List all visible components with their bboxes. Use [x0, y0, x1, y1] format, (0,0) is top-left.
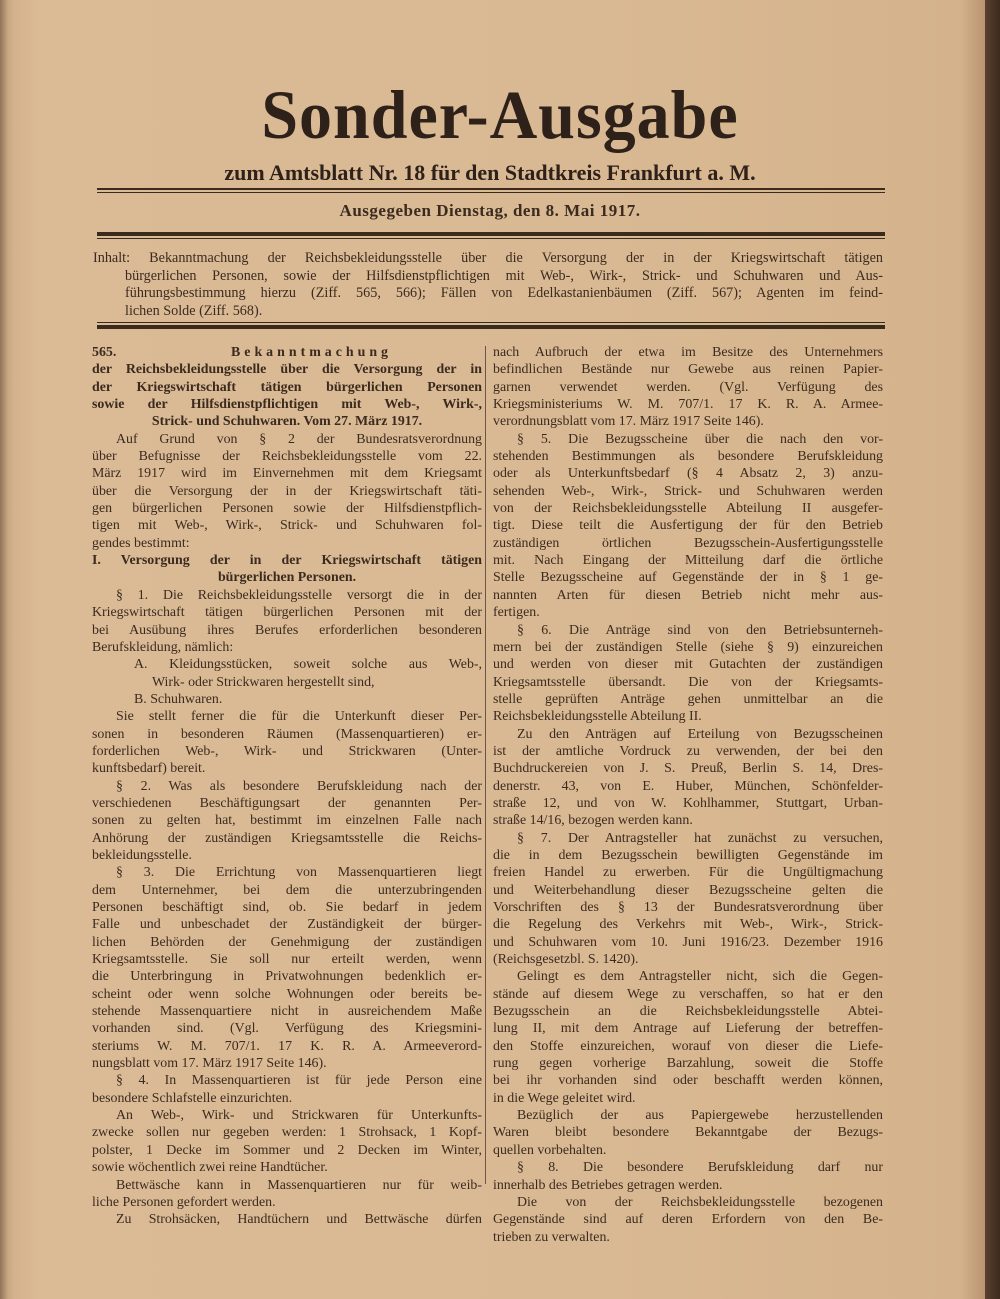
text-line: fertigen. [493, 605, 540, 621]
text-line: Bettwäsche kann in Massenquartieren nur für weib- [116, 1177, 482, 1193]
text-line: sehenden Web-, Wirk-, Strick- und Schuhwaren werden [493, 483, 883, 499]
section-heading-line: I. Versorgung der in der Kriegswirtschaft tätigen [92, 553, 482, 569]
text-line: stehenden Bestimmungen als besondere Berufskleidung [493, 449, 883, 465]
text-line: liche Personen gefordert werden. [92, 1194, 276, 1210]
article-right-column [493, 344, 883, 1246]
text-line: und werden von dieser mit Gutachten der zuständigen [493, 657, 883, 673]
text-line: § 8. Die besondere Berufskleidung darf nur [517, 1160, 883, 1176]
text-line: § 2. Was als besondere Berufskleidung nach der [116, 778, 482, 794]
text-line: A. Kleidungsstücken, soweit solche aus Web-, [134, 657, 482, 673]
text-line: stände auf diesem Wege zu verschaffen, so hat er den [493, 986, 883, 1002]
text-line: zwecke sollen nur gegeben werden: 1 Strohsack, 1 Kopf- [92, 1125, 482, 1141]
text-line: und Weiterbehandlung dieser Bezugsscheine gelten die [493, 882, 883, 898]
text-line: An Web-, Wirk- und Strickwaren für Unterkunfts- [116, 1108, 482, 1124]
text-line: die in dem Bezugsschein bewilligten Gegenstände im [493, 847, 883, 863]
text-line: innerhalb des Betriebes getragen werden. [493, 1177, 723, 1193]
text-line: nungsblatt vom 17. März 1917 Seite 146). [92, 1056, 327, 1072]
divider-rule [97, 232, 885, 236]
text-line: lichen Behörden der Genehmigung der zuständigen [92, 934, 482, 950]
text-line: Die von der Reichsbekleidungsstelle bezogenen [517, 1194, 883, 1210]
text-line: straße 14/16, bezogen werden kann. [493, 813, 693, 829]
text-line: § 5. Die Bezugsscheine über die nach den vor- [517, 431, 883, 447]
text-line: Buchdruckereien von J. S. Preuß, Berlin S. 14, Dres- [493, 761, 883, 777]
text-line: Zu Strohsäcken, Handtüchern und Bettwäsche dürfen [116, 1212, 482, 1228]
text-line: § 4. In Massenquartieren ist für jede Person eine [116, 1073, 482, 1089]
text-line: stelle geprüften Anträge gehen unmittelbar an die [493, 691, 883, 707]
text-line: oder als Unterkunftsbedarf (§ 4 Absatz 2, 3) anzu- [493, 466, 883, 482]
text-line: zuständigen örtlichen Bezugsschein-Ausfertigungsstelle [493, 535, 883, 551]
text-line: Berufskleidung, nämlich: [92, 639, 234, 655]
book-binding-edge [985, 0, 1000, 1299]
text-line: quellen vorbehalten. [493, 1142, 607, 1158]
text-line: bekleidungsstelle. [92, 847, 192, 863]
article-heading-row [92, 344, 482, 361]
text-line: Wirk- oder Strickwaren hergestellt sind, [152, 674, 375, 690]
text-line: Bezugsschein an die Reichsbekleidungsstelle Abtei- [493, 1004, 883, 1020]
contents-line: lichen Solde (Ziff. 568). [125, 302, 263, 319]
text-line: Gelingt es dem Antragsteller nicht, sich die Gegen- [517, 969, 883, 985]
text-line: polster, 1 Decke im Sommer und 2 Decken im Winter, [92, 1142, 482, 1158]
text-line: bei Ausübung ihres Berufes erforderlichen besonderen [92, 622, 482, 638]
text-line: stehende Massenquartiere nicht in ausreichendem Maße [92, 1004, 482, 1020]
text-line: denerstr. 43, von E. Huber, München, Schönfelder- [493, 778, 883, 794]
text-line: in die Wege geleitet wird. [493, 1090, 636, 1106]
divider-rule [97, 322, 885, 323]
text-line: über die Versorgung der in der Kriegswirtschaft täti- [92, 483, 482, 499]
text-line: besondere Schlafstelle einzurichten. [92, 1090, 293, 1106]
text-line: steriums W. M. 707/1. 17 K. R. A. Armeeverord- [92, 1038, 482, 1054]
text-line: trieben zu verwalten. [493, 1229, 610, 1245]
text-line: mern bei der zuständigen Stelle (siehe § 9) einzureichen [493, 639, 883, 655]
text-line: nach Aufbruch der etwa im Besitze des Unternehmers [493, 345, 883, 360]
text-line: mit. Nach Eingang der Mitteilung darf die örtliche [493, 553, 883, 569]
text-line: verschiedenen Beschäftigungsart der genannten Per- [92, 795, 482, 811]
text-line: über Befugnisse der Reichsbekleidungsstelle vom 22. [92, 449, 482, 465]
text-line: § 1. Die Reichsbekleidungsstelle versorgt die in der [116, 587, 482, 603]
text-line: scheint oder wenn solche Wohnungen oder bereits be- [92, 986, 482, 1002]
text-line: Personen beschäftigt sind, ob. Sie bedarf in jedem [92, 900, 482, 915]
contents-line: bürgerlichen Personen, sowie der Hilfsdienstpflichtigen mit Web-, Wirk-, Strick- und Schuhwaren und Aus- [125, 267, 883, 284]
text-line: nannten Arten für diesen Betrieb nicht mehr aus- [493, 587, 883, 603]
text-line: freien Handel zu erwerben. Für die Ungültigmachung [493, 865, 883, 881]
text-line: forderlichen Web-, Wirk- und Strickwaren (Unter- [92, 743, 482, 759]
text-line: gen bürgerlichen Personen sowie der Hilfsdienstpflich- [92, 501, 482, 517]
text-line: und Schuhwaren vom 10. Juni 1916/23. Dezember 1916 [493, 934, 883, 950]
text-line: kunftsbedarf) bereit. [92, 761, 206, 777]
text-line: Zu den Anträgen auf Erteilung von Bezugsscheinen [517, 726, 883, 742]
page-left-edge [0, 0, 8, 1299]
text-line: § 3. Die Errichtung von Massenquartieren liegt [116, 865, 482, 881]
text-line: März 1917 wird im Einvernehmen mit dem Kriegsamt [92, 466, 482, 482]
text-line: Kriegsministeriums W. M. 707/1. 17 K. R. A. Armee- [493, 397, 883, 413]
divider-rule [97, 192, 885, 193]
text-line: rung gegen vorherige Barzahlung, soweit die Stoffe [493, 1056, 883, 1072]
text-line: Kriegswirtschaft tätigen bürgerlichen Personen mit der [92, 605, 482, 621]
article-subtitle-line: der Kriegswirtschaft tätigen bürgerlichen Personen [92, 379, 482, 395]
text-line: sonen zu gelten hat, bestimmt im einzelnen Falle nach [92, 813, 482, 829]
text-line: Vorschriften des § 13 der Bundesratsverordnung über [493, 900, 883, 915]
text-line: Sie stellt ferner die für die Unterkunft dieser Per- [116, 709, 482, 725]
table-of-contents [93, 250, 883, 320]
article-heading: Bekanntmachung [231, 345, 392, 360]
section-heading-line: bürgerlichen Personen. [217, 570, 357, 586]
text-line: gendes bestimmt: [92, 535, 190, 551]
article-subtitle-line: der Reichsbekleidungsstelle über die Versorgung der in [92, 362, 482, 378]
text-line: tigt. Diese teilt die Ausfertigung der für den Betrieb [493, 518, 883, 534]
issue-date: Ausgegeben Dienstag, den 8. Mai 1917. [339, 201, 641, 220]
page-title: Sonder-Ausgabe [261, 77, 739, 154]
text-line: lung II, mit dem Antrage auf Lieferung der betreffen- [493, 1021, 883, 1037]
text-line: garnen verwendet werden. (Vgl. Verfügung des [493, 379, 883, 395]
text-line: Reichsbekleidungsstelle Abteilung II. [493, 709, 702, 725]
text-line: von der Reichsbekleidungsstelle Abteilung II ausgefer- [493, 501, 883, 517]
text-line: die Regelung des Verkehrs mit Web-, Wirk-, Strick- [493, 917, 883, 933]
text-line: ist der amtliche Vordruck zu verwenden, der bei den [493, 743, 883, 759]
column-divider [485, 346, 486, 1184]
divider-rule [97, 188, 885, 190]
contents-line: Inhalt: Bekanntmachung der Reichsbekleidungsstelle über die Versorgung der in der Kriegswirtschaft tätigen [93, 250, 883, 266]
article-subtitle-line: sowie der Hilfsdienstpflichtigen mit Web-, Wirk-, [92, 397, 482, 413]
page-subtitle: zum Amtsblatt Nr. 18 für den Stadtkreis Frankfurt a. M. [224, 160, 756, 185]
text-line: Falle und unbeschadet der Zuständigkeit der bürger- [92, 917, 482, 933]
text-line: § 7. Der Antragsteller hat zunächst zu versuchen, [517, 830, 883, 846]
divider-rule [97, 325, 885, 329]
contents-line: führungsbestimmung hierzu (Ziff. 565, 566); Fällen von Edelkastanienbäumen (Ziff. 567); Agenten im feind- [125, 285, 883, 302]
text-line: straße 12, und von W. Kohlhammer, Stuttgart, Urban- [493, 795, 883, 811]
text-line: Kriegsamtsstelle übersandt. Die von der Kriegsamts- [493, 674, 883, 690]
text-line: Waren bleibt besondere Bekanntgabe der Bezugs- [493, 1125, 883, 1141]
text-line: befindlichen Bestände nur Gewebe aus reinen Papier- [493, 362, 883, 378]
article-subtitle-line: Strick- und Schuhwaren. Vom 27. März 1917. [151, 414, 423, 430]
text-line: verordnungsblatt vom 17. März 1917 Seite 146). [493, 414, 764, 430]
text-line: sowie wöchentlich zwei reine Handtücher. [92, 1160, 328, 1176]
text-line: Auf Grund von § 2 der Bundesratsverordnung [116, 431, 482, 447]
text-line: bei ihr vorhanden sind oder beschafft werden können, [493, 1073, 883, 1089]
text-line: die Unterbringung in Privatwohnungen bedenklich er- [92, 969, 482, 985]
article-left-column [92, 344, 482, 1229]
text-line: Bezüglich der aus Papiergewebe herzustellenden [517, 1108, 883, 1124]
text-line: sonen in besonderen Räumen (Massenquartieren) er- [92, 726, 482, 742]
text-line: vorhanden sind. (Vgl. Verfügung des Kriegsmini- [92, 1021, 482, 1037]
text-line: den Stoffe einzureichen, worauf von dieser die Liefe- [493, 1038, 883, 1054]
text-line: Anhörung der zuständigen Kriegsamtsstelle die Reichs- [92, 830, 482, 846]
text-line: tigen mit Web-, Wirk-, Strick- und Schuhwaren fol- [92, 518, 482, 534]
text-line: B. Schuhwaren. [134, 691, 223, 707]
divider-rule [97, 238, 885, 239]
text-line: (Reichsgesetzbl. S. 1420). [493, 952, 639, 968]
text-line: § 6. Die Anträge sind von den Betriebsunterneh- [517, 622, 883, 638]
text-line: Stelle Bezugsscheine auf Gegenstände der in § 1 ge- [493, 570, 883, 586]
article-number: 565. [92, 345, 117, 360]
text-line: Kriegsamtsstelle. Sie soll nur erteilt werden, wenn [92, 952, 482, 968]
text-line: dem Unternehmer, bei dem die unterzubringenden [92, 882, 482, 898]
text-line: Gegenstände sind auf deren Erfordern von den Be- [493, 1212, 883, 1228]
